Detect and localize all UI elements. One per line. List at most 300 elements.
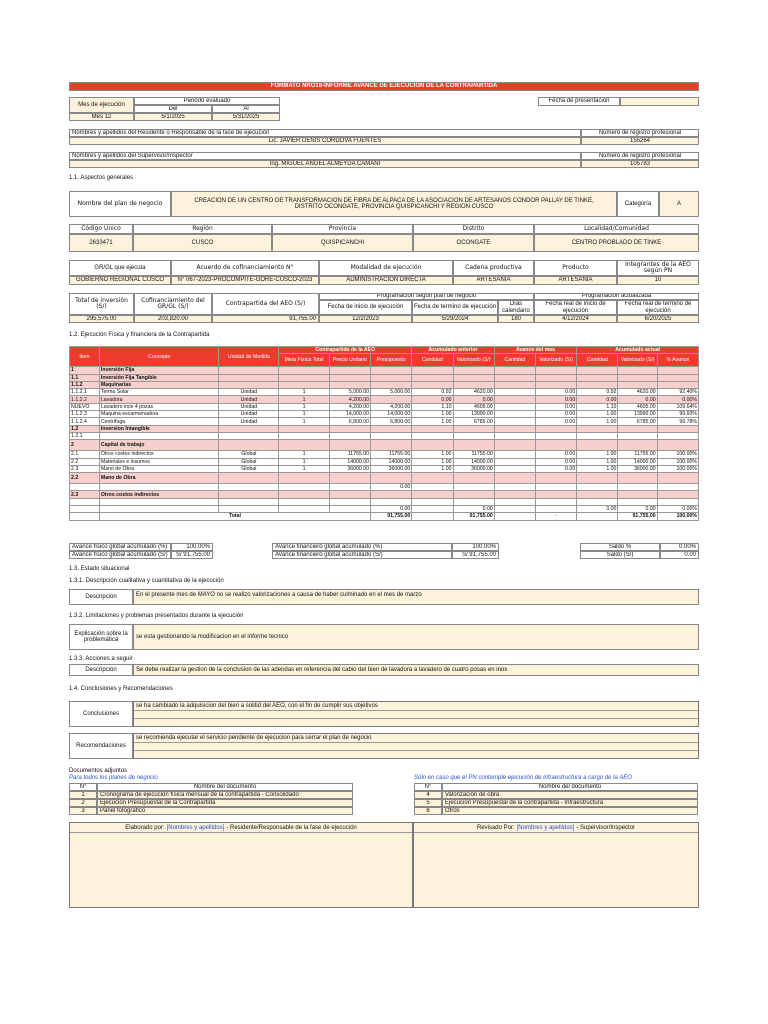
row-cell bbox=[279, 432, 330, 439]
total-cell: 100.00% bbox=[657, 513, 698, 520]
row-cell bbox=[219, 440, 279, 451]
row-cell: 1 bbox=[279, 418, 330, 425]
row-cell: 4620.00 bbox=[453, 389, 494, 396]
row-cell bbox=[494, 396, 535, 403]
row-cell: 14000.00 bbox=[371, 458, 412, 465]
table-row bbox=[70, 432, 699, 439]
row-cell: 1.00 bbox=[577, 451, 618, 458]
del-value: 5/1/2025 bbox=[134, 113, 212, 121]
supervisor-label: Nombres y apellidos del Supervisor/Inspector bbox=[69, 152, 581, 160]
total-row bbox=[70, 513, 699, 520]
row-cell: Global bbox=[219, 451, 279, 458]
prog-real-inicio-label: Fecha real de inicio de ejecución bbox=[534, 300, 617, 315]
row-cell bbox=[453, 473, 494, 484]
row-item: NUEVO bbox=[70, 403, 100, 410]
row-cell: 0.00 bbox=[535, 451, 576, 458]
row-cell bbox=[412, 432, 453, 439]
recomendaciones-label: Recomendaciones bbox=[69, 733, 133, 759]
group-header: Acumulado actual bbox=[577, 347, 699, 354]
row-cell: 11755.00 bbox=[371, 451, 412, 458]
col-header: Item bbox=[70, 347, 100, 367]
row-concepto: Lavadero inox 4 pozas bbox=[99, 403, 219, 410]
row-cell bbox=[577, 491, 618, 498]
gr-header: Producto bbox=[534, 260, 617, 276]
row-cell bbox=[371, 374, 412, 381]
prog-termino-label: Fecha de termino de ejecución bbox=[412, 300, 498, 315]
row-cell: 4,200.00 bbox=[371, 403, 412, 410]
row-cell bbox=[535, 374, 576, 381]
row-cell bbox=[535, 491, 576, 498]
prog-inicio-label: Fecha de inicio de ejecución bbox=[319, 300, 412, 315]
row-cell bbox=[219, 498, 279, 505]
row-item: 1.1.2.3 bbox=[70, 411, 100, 418]
row-cell: Unidad bbox=[219, 396, 279, 403]
row-cell bbox=[453, 432, 494, 439]
row-cell: 1 bbox=[279, 396, 330, 403]
row-cell: 6785.00 bbox=[453, 418, 494, 425]
loc-header: Distrito bbox=[413, 224, 534, 234]
elaborado-header bbox=[70, 823, 412, 833]
row-cell bbox=[329, 367, 370, 374]
row-cell bbox=[329, 374, 370, 381]
group-header: Acumulado anterior bbox=[412, 347, 494, 354]
row-cell: 0.00 bbox=[535, 389, 576, 396]
row-cell: 4605.00 bbox=[618, 403, 657, 410]
col-header: Cantidad bbox=[577, 354, 618, 367]
categoria-value: A bbox=[659, 191, 699, 217]
row-concepto bbox=[99, 506, 219, 513]
table-row bbox=[70, 367, 699, 374]
row-cell bbox=[453, 484, 494, 491]
row-cell bbox=[279, 425, 330, 432]
row-cell: 1 bbox=[279, 389, 330, 396]
row-cell bbox=[329, 484, 370, 491]
row-cell: 99.93% bbox=[657, 411, 698, 418]
row-item: 1.1 bbox=[70, 374, 100, 381]
row-cell bbox=[371, 491, 412, 498]
row-cell: 1.10 bbox=[412, 403, 453, 410]
saldo-pct-label: Saldo % bbox=[580, 543, 660, 551]
table-row bbox=[70, 381, 699, 388]
row-cell bbox=[657, 425, 698, 432]
row-cell bbox=[412, 367, 453, 374]
row-cell: 1.10 bbox=[577, 403, 618, 410]
estado-s3-text: Se debe realizar la gestion de la conclusion de las adendas en referencia del cabio del bien de lavadora a lavadero de cuatro posas en inox bbox=[133, 664, 699, 676]
loc-header: Localidad/Comunidad bbox=[534, 224, 699, 234]
row-cell bbox=[494, 411, 535, 418]
row-cell: 13990.00 bbox=[618, 411, 657, 418]
row-cell bbox=[577, 432, 618, 439]
row-cell bbox=[279, 506, 330, 513]
row-cell: 14000.00 bbox=[329, 458, 370, 465]
doc-name: Panel fotográfico bbox=[97, 807, 353, 815]
execution-table bbox=[69, 346, 699, 521]
row-cell bbox=[453, 374, 494, 381]
table-row bbox=[70, 440, 699, 451]
row-cell: 1 bbox=[279, 411, 330, 418]
row-item: 2.2 bbox=[70, 458, 100, 465]
doc-number: 3 bbox=[69, 807, 97, 815]
col-header: Cantidad bbox=[494, 354, 535, 367]
row-cell bbox=[577, 374, 618, 381]
elaborado-prefix: Elaborado por: bbox=[125, 824, 165, 831]
row-cell bbox=[329, 473, 370, 484]
row-cell: 0.00 bbox=[577, 506, 618, 513]
row-cell bbox=[577, 440, 618, 451]
group-header-row bbox=[70, 347, 699, 354]
row-cell bbox=[618, 367, 657, 374]
row-cell bbox=[412, 491, 453, 498]
supervisor-name: Ing. MIGUEL ANGEL ALMEYDA CAMANI bbox=[69, 160, 581, 168]
loc-value: 2633471 bbox=[69, 234, 133, 252]
saldo-pct-value: 0.00% bbox=[660, 543, 699, 551]
row-cell bbox=[618, 425, 657, 432]
fin-pct-value: 100.00% bbox=[452, 543, 499, 551]
row-cell bbox=[577, 381, 618, 388]
gr-header: Integrantes de la AEO según PN bbox=[617, 260, 699, 276]
prog-plan-label: Programación según plan de negocio bbox=[319, 293, 534, 300]
row-cell: Global bbox=[219, 465, 279, 472]
row-cell bbox=[577, 498, 618, 505]
row-cell: 109.64% bbox=[657, 403, 698, 410]
estado-title: 1.3. Estado situacional bbox=[69, 566, 130, 572]
fin-pct-label: Avance financiero global acumulado (%) bbox=[272, 543, 452, 551]
row-cell bbox=[657, 381, 698, 388]
row-cell bbox=[329, 425, 370, 432]
row-cell: 4605.00 bbox=[453, 403, 494, 410]
ejecucion-title: 1.2. Ejecución Física y financiera de la Contrapartida bbox=[69, 332, 210, 338]
row-item: 1 bbox=[70, 367, 100, 374]
gr-value: N° 067-2023-PROCOMPITE-GORE-CUSCO-2023 bbox=[171, 276, 319, 285]
mes-label: Mes de ejecución bbox=[69, 97, 134, 113]
row-item bbox=[70, 506, 100, 513]
row-concepto: Capital de trabajo bbox=[99, 440, 219, 451]
total-cell: 91,755.00 bbox=[453, 513, 494, 520]
doc-col-name: Nombre del documento bbox=[442, 783, 698, 791]
row-cell bbox=[494, 418, 535, 425]
row-concepto: Terma Solar bbox=[99, 389, 219, 396]
row-cell: 1 bbox=[279, 451, 330, 458]
documentos-right-note: Sólo en caso que el PN contemple ejecución de infraestructura a cargo de la AEO bbox=[414, 775, 632, 781]
conclusiones-label: Conclusiones bbox=[69, 701, 133, 727]
row-cell bbox=[618, 440, 657, 451]
row-item: 2.1 bbox=[70, 451, 100, 458]
documentos-title: Documentos adjuntos bbox=[69, 768, 128, 774]
row-cell: 5,000.00 bbox=[329, 389, 370, 396]
row-item: 2.3 bbox=[70, 465, 100, 472]
doc-name: Ejecución Presupuestal de la Contrapartida bbox=[97, 799, 353, 807]
gr-header: GR/GL que ejecuta bbox=[69, 260, 171, 276]
row-cell: 4620.00 bbox=[618, 389, 657, 396]
row-concepto: Centrífuga bbox=[99, 418, 219, 425]
row-cell bbox=[657, 440, 698, 451]
elaborado-suffix: - Residente/Responsable de la fase de ejecución bbox=[226, 824, 357, 831]
row-cell: 6,800.00 bbox=[329, 418, 370, 425]
prog-real-termino-value: 6/20/2025 bbox=[617, 315, 699, 323]
row-cell bbox=[329, 440, 370, 451]
table-row bbox=[70, 403, 699, 410]
row-cell bbox=[618, 498, 657, 505]
row-cell bbox=[494, 381, 535, 388]
row-cell: 1.00 bbox=[412, 451, 453, 458]
prog-act-label: Programación actualizada bbox=[534, 293, 699, 300]
table-row bbox=[70, 389, 699, 396]
row-cell: 0.00 bbox=[371, 484, 412, 491]
row-cell: 0.00% bbox=[657, 396, 698, 403]
row-cell: 0.92 bbox=[577, 389, 618, 396]
prog-termino-value: 5/29/2024 bbox=[412, 315, 498, 323]
table-row bbox=[70, 425, 699, 432]
estado-s3-title: 1.3.3. Acciones a seguir bbox=[69, 656, 133, 662]
row-cell bbox=[329, 491, 370, 498]
row-cell: 92.40% bbox=[657, 389, 698, 396]
row-cell: 14,000.00 bbox=[329, 411, 370, 418]
supervisor-reg: 105783 bbox=[581, 160, 699, 168]
doc-number: 4 bbox=[414, 791, 442, 799]
total-spacer bbox=[70, 513, 100, 520]
row-cell bbox=[494, 451, 535, 458]
conclusiones-text: se ha cambiado la adquisicion del bien a solitid del AEO, con el fin de cumplir sus objetivos bbox=[136, 703, 378, 709]
row-item: 2.3 bbox=[70, 491, 100, 498]
row-item: 1.2 bbox=[70, 425, 100, 432]
loc-header: Código Único bbox=[69, 224, 133, 234]
gr-value: ARTESANIA bbox=[534, 276, 617, 285]
row-cell bbox=[535, 484, 576, 491]
row-cell: 0.92 bbox=[412, 389, 453, 396]
table-row bbox=[70, 484, 699, 491]
estado-s1-title: 1.3.1. Descripción cualitativa y cuantitativa de la ejecución bbox=[69, 578, 224, 584]
row-cell bbox=[535, 498, 576, 505]
row-cell bbox=[219, 367, 279, 374]
gr-header: Cadena productiva bbox=[453, 260, 534, 276]
gr-value: ARTESANIA bbox=[453, 276, 534, 285]
row-concepto: Maquina escarmenadora bbox=[99, 411, 219, 418]
row-cell bbox=[494, 425, 535, 432]
row-cell: 0.00 bbox=[535, 403, 576, 410]
row-cell bbox=[279, 484, 330, 491]
row-cell bbox=[412, 425, 453, 432]
row-cell bbox=[657, 374, 698, 381]
row-concepto: Mano de Obra bbox=[99, 473, 219, 484]
doc-col-n: N° bbox=[414, 783, 442, 791]
row-cell bbox=[494, 403, 535, 410]
row-cell bbox=[279, 367, 330, 374]
row-cell bbox=[412, 440, 453, 451]
row-cell bbox=[219, 432, 279, 439]
row-cell: 0.00 bbox=[535, 411, 576, 418]
row-cell: 36000.00 bbox=[371, 465, 412, 472]
row-cell: 14000.00 bbox=[618, 458, 657, 465]
row-cell: 11755.00 bbox=[618, 451, 657, 458]
row-cell bbox=[219, 491, 279, 498]
col-header: Valorizado (S/) bbox=[453, 354, 494, 367]
mes-value: Mes 12 bbox=[69, 113, 134, 121]
group-header: Avance del mes bbox=[494, 347, 576, 354]
row-cell bbox=[494, 389, 535, 396]
fisico-pct-value: 100.00% bbox=[171, 543, 213, 551]
row-cell bbox=[494, 458, 535, 465]
row-cell bbox=[657, 498, 698, 505]
row-cell: 36000.00 bbox=[453, 465, 494, 472]
total-cell: 91,755.00 bbox=[371, 513, 412, 520]
row-cell bbox=[494, 473, 535, 484]
plan-label: Nombre del plan de negocio bbox=[69, 191, 171, 217]
fisico-soles-value: S/ 91,755.00 bbox=[171, 551, 213, 559]
row-cell bbox=[279, 440, 330, 451]
revisado-box[interactable] bbox=[413, 822, 699, 908]
row-cell bbox=[371, 381, 412, 388]
row-cell bbox=[412, 498, 453, 505]
row-item: 2 bbox=[70, 440, 100, 451]
row-cell bbox=[618, 381, 657, 388]
table-row bbox=[70, 374, 699, 381]
row-cell: Unidad bbox=[219, 418, 279, 425]
fin-soles-label: Avance financiero global acumulado (S/) bbox=[272, 551, 452, 559]
loc-value: OCONGATE bbox=[413, 234, 534, 252]
row-cell bbox=[618, 374, 657, 381]
row-cell: 0.00% bbox=[657, 506, 698, 513]
row-cell bbox=[494, 484, 535, 491]
prog-dias-value: 180 bbox=[498, 315, 534, 323]
row-cell bbox=[494, 432, 535, 439]
row-concepto bbox=[99, 432, 219, 439]
recomendaciones-text: se recomienda ejecutar el servicio pendiente de ejecucion para cerrar el plan de negocio bbox=[136, 735, 372, 741]
col-header: % Avance bbox=[657, 354, 698, 367]
row-cell: 4,200.00 bbox=[329, 403, 370, 410]
periodo-label: Periodo evaluado bbox=[134, 97, 280, 105]
doc-col-n: N° bbox=[69, 783, 97, 791]
row-cell bbox=[219, 484, 279, 491]
row-cell bbox=[279, 498, 330, 505]
fecha-presentacion-value[interactable] bbox=[620, 97, 699, 106]
row-cell: 13990.00 bbox=[453, 411, 494, 418]
row-cell: 36000.00 bbox=[618, 465, 657, 472]
row-cell bbox=[329, 432, 370, 439]
row-cell bbox=[371, 440, 412, 451]
estado-s3-label: Descripción bbox=[69, 664, 133, 676]
row-concepto: Inversión Fija Tangible bbox=[99, 374, 219, 381]
col-header: Concepto bbox=[99, 347, 219, 367]
row-cell: 11755.00 bbox=[453, 451, 494, 458]
gr-value: GOBIERNO REGIONAL CUSCO bbox=[69, 276, 171, 285]
row-cell bbox=[329, 506, 370, 513]
al-label: Al bbox=[212, 105, 280, 113]
prog-dias-label: Días calendario bbox=[498, 300, 534, 315]
table-row bbox=[70, 491, 699, 498]
row-cell bbox=[453, 440, 494, 451]
total-cell: 91,755.00 bbox=[618, 513, 657, 520]
row-cell bbox=[494, 491, 535, 498]
saldo-value: 0.00 bbox=[660, 551, 699, 559]
estado-s2-label: Explicación sobre la problemática bbox=[69, 624, 133, 650]
elaborado-box[interactable] bbox=[69, 822, 413, 908]
gr-value: 10 bbox=[617, 276, 699, 285]
doc-name: Cronograma de ejecución física mensual de la contrapartida - Consolidado bbox=[97, 791, 353, 799]
doc-name: Valorización de obra bbox=[442, 791, 698, 799]
row-cell: 6,800.00 bbox=[371, 418, 412, 425]
table-row bbox=[70, 465, 699, 472]
doc-number: 2 bbox=[69, 799, 97, 807]
contrapartida-value: 91,755.00 bbox=[212, 315, 319, 323]
row-cell: 1 bbox=[279, 403, 330, 410]
conclusiones-box bbox=[133, 701, 699, 727]
row-cell bbox=[412, 473, 453, 484]
row-cell bbox=[453, 491, 494, 498]
row-cell bbox=[371, 425, 412, 432]
total-cell bbox=[412, 513, 453, 520]
total-label: Total bbox=[99, 513, 370, 520]
row-cell: 100.00% bbox=[657, 451, 698, 458]
table-row bbox=[70, 458, 699, 465]
row-cell bbox=[219, 374, 279, 381]
row-cell: 0.00 bbox=[618, 396, 657, 403]
fin-soles-value: S/ 91,755.00 bbox=[452, 551, 499, 559]
row-cell bbox=[371, 432, 412, 439]
row-cell bbox=[577, 425, 618, 432]
row-cell bbox=[371, 498, 412, 505]
row-cell bbox=[494, 465, 535, 472]
row-cell bbox=[535, 440, 576, 451]
row-cell: 5,000.00 bbox=[371, 389, 412, 396]
revisado-name-placeholder[interactable]: [Nombres y apellidos] bbox=[516, 824, 575, 831]
recomendaciones-box bbox=[133, 733, 699, 759]
saldo-label: Saldo (S/) bbox=[580, 551, 660, 559]
col-header: Valorizado (S/) bbox=[618, 354, 657, 367]
categoria-label: Categoría bbox=[617, 191, 659, 217]
al-value: 5/31/2025 bbox=[212, 113, 280, 121]
row-cell bbox=[453, 498, 494, 505]
row-cell bbox=[412, 381, 453, 388]
row-cell bbox=[657, 473, 698, 484]
row-item bbox=[70, 484, 100, 491]
doc-number: 5 bbox=[414, 799, 442, 807]
row-concepto: Mano de Obra bbox=[99, 465, 219, 472]
gr-header: Modalidad de ejecución bbox=[319, 260, 453, 276]
table-row bbox=[70, 473, 699, 484]
row-cell bbox=[657, 491, 698, 498]
row-cell: 1 bbox=[279, 458, 330, 465]
table-row bbox=[70, 396, 699, 403]
row-cell bbox=[494, 506, 535, 513]
loc-header: Provincia bbox=[272, 224, 413, 234]
row-concepto: Materiales e insumos bbox=[99, 458, 219, 465]
total-inversion-value: 295,575.00 bbox=[69, 315, 134, 323]
elaborado-name-placeholder[interactable]: [Nombres y apellidos] bbox=[166, 824, 225, 831]
row-cell bbox=[618, 432, 657, 439]
table-row bbox=[70, 498, 699, 505]
row-cell bbox=[453, 381, 494, 388]
row-cell: 1 bbox=[279, 465, 330, 472]
row-cell bbox=[535, 473, 576, 484]
row-cell bbox=[535, 367, 576, 374]
row-item: 1.1.2.4 bbox=[70, 418, 100, 425]
row-cell bbox=[412, 484, 453, 491]
row-cell bbox=[219, 473, 279, 484]
row-cell: 14,000.00 bbox=[371, 411, 412, 418]
revisado-header bbox=[414, 823, 698, 833]
row-cell bbox=[535, 381, 576, 388]
responsable-name: Lic. JAVIER DENIS CORDOVA FUENTES bbox=[69, 137, 581, 145]
row-cell bbox=[618, 484, 657, 491]
row-cell: 0.00 bbox=[535, 465, 576, 472]
row-cell bbox=[657, 367, 698, 374]
row-cell: 1.00 bbox=[577, 465, 618, 472]
documentos-left-note: Para todos los planes de negocio bbox=[69, 775, 158, 781]
row-cell bbox=[453, 367, 494, 374]
row-cell bbox=[412, 506, 453, 513]
row-cell: 0.00 bbox=[618, 506, 657, 513]
gr-value: ADMINISTRACION DIRECTA bbox=[319, 276, 453, 285]
